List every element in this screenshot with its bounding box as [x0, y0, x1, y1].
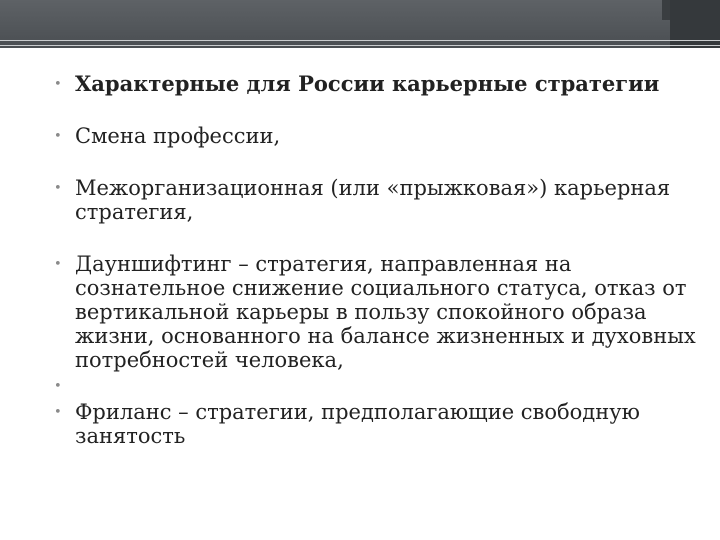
- slide-body: [54, 71, 698, 448]
- bullet-text: Дауншифтинг – стратегия, направленная на сознательное снижение социального статуса, отказ от вертикальной карьеры в пользу спокойного образа жизни, основанного на балансе жизненных и духовных потребностей человека,: [75, 252, 696, 372]
- bullet-item-heading: [54, 71, 698, 96]
- bullet-dot: •: [54, 129, 62, 144]
- bullet-item-profession-change: [54, 124, 698, 148]
- header-rule-lower: [0, 45, 720, 46]
- bullet-dot: •: [54, 77, 62, 92]
- bullet-item-freelance: [54, 400, 698, 448]
- bullet-dot: •: [54, 379, 62, 394]
- bullet-dot: •: [54, 257, 62, 272]
- bullet-item-downshifting: [54, 252, 698, 372]
- bullet-text: Фриланс – стратегии, предполагающие свободную занятость: [75, 400, 640, 448]
- bullet-item-inter-organizational: [54, 176, 698, 224]
- bullet-text: Межорганизационная (или «прыжковая») карьерная стратегия,: [75, 176, 671, 224]
- header-corner-notch: [662, 0, 670, 20]
- bullet-text: Характерные для России карьерные стратегии: [75, 71, 660, 96]
- bullet-text: Смена профессии,: [75, 124, 281, 148]
- bullet-item-empty: [54, 374, 698, 398]
- header-rule-upper: [0, 40, 720, 41]
- bullet-dot: •: [54, 405, 62, 420]
- bullet-dot: •: [54, 181, 62, 196]
